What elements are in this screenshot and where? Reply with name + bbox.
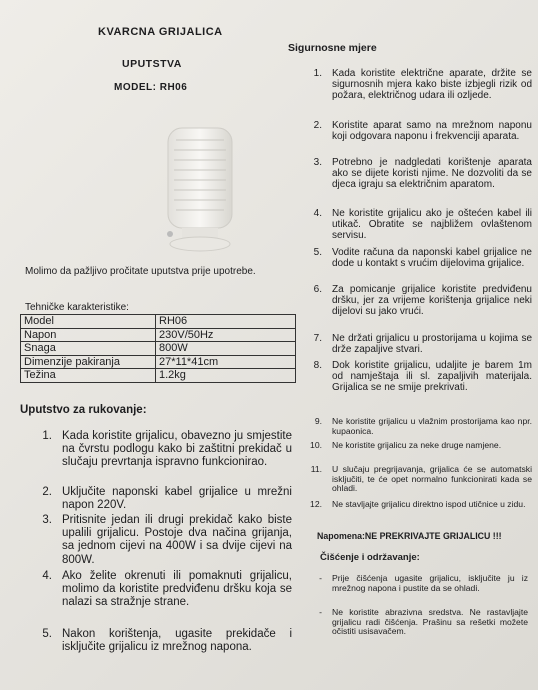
product-title: KVARCNA GRIJALICA — [98, 26, 223, 38]
safety-item — [308, 441, 532, 451]
usage-item-text: Ako želite okrenuti ili pomaknuti grijalicu, molimo da koristite predviđenu dršku koja se nalazi sa stražnje strane. — [62, 570, 292, 609]
usage-item — [40, 628, 292, 654]
specs-row — [21, 369, 296, 383]
safety-item-text: Koristite aparat samo na mrežnom naponu koji odgovara naponu i frekvenciji aparata. — [332, 120, 532, 142]
specs-row — [21, 315, 296, 329]
specs-key-cell: Dimenzije pakiranja — [21, 355, 156, 369]
safety-item — [308, 247, 532, 269]
usage-item — [40, 430, 292, 470]
safety-item-number: 3. — [313, 157, 322, 168]
safety-item-number: 9. — [314, 416, 322, 426]
specs-row — [21, 328, 296, 342]
safety-item — [308, 208, 532, 241]
safety-item-number: 2. — [313, 120, 322, 131]
safety-item — [308, 120, 532, 142]
usage-item-text: Kada koristite grijalicu, obavezno ju smjestite na čvrstu podlogu kako bi zaštitni prekidač u slučaju prevrtanja ispravno funkcionirao. — [62, 430, 292, 469]
safety-item-text: Vodite računa da naponski kabel grijalice ne dode u kontakt s vrućim dijelovima grijalice. — [332, 247, 532, 269]
intro-text: Molimo da pažljivo pročitate uputstva prije upotrebe. — [25, 266, 256, 277]
usage-item-number: 5. — [42, 628, 52, 640]
safety-item-number: 12. — [310, 499, 322, 509]
safety-item-text: Potrebno je nadgledati korištenje aparata ako se dijete koristi njime. Ne dozvoliti da se djeca igraju sa električnim aparatom. — [332, 157, 532, 190]
usage-item-number: 2. — [42, 486, 52, 498]
safety-item-text: Ne držati grijalicu u prostorijama u kojima se drže zapaljive stvari. — [332, 333, 532, 355]
safety-item — [308, 157, 532, 190]
safety-item — [308, 284, 532, 317]
cleaning-item — [314, 574, 528, 593]
usage-heading: Uputstvo za rukovanje: — [20, 404, 147, 416]
cleaning-item-text: Prije čišćenja ugasite grijalicu, isključite ju iz mrežnog napona i pustite da se ohladi. — [332, 573, 528, 593]
safety-item-text: Ne koristite grijalicu ako je oštećen kabel ili utikač. Obratite se najbližem ovlaštenom servisu. — [332, 208, 532, 241]
safety-item-text: Ne stavljajte grijalicu direktno ispod utičnice u zidu. — [332, 499, 526, 509]
specs-value-cell: 230V/50Hz — [156, 328, 296, 342]
safety-item-text: Dok koristite grijalicu, udaljite je barem 1m od namještaja ili sl. zapaljivih materijala. Grijalica se ne smije prekrivati. — [332, 360, 532, 393]
safety-item-number: 8. — [313, 360, 322, 371]
safety-item-number: 7. — [313, 333, 322, 344]
usage-item-text: Uključite naponski kabel grijalice u mrežni napon 220V. — [62, 486, 292, 512]
safety-item-text: Za pomicanje grijalice koristite predviđenu dršku, jer za vrijeme korištenja grijalice neki dijelovi su jako vrući. — [332, 284, 532, 317]
safety-item — [308, 68, 532, 101]
usage-item — [40, 570, 292, 610]
safety-item-text: Kada koristite električne aparate, držite se sigurnosnih mjera kako biste izbjegli rizik od požara, električnog udara ili ozljede. — [332, 68, 532, 101]
usage-item — [40, 486, 292, 512]
specs-value-cell: 800W — [156, 342, 296, 356]
safety-item — [308, 417, 532, 436]
specs-key-cell: Model — [21, 315, 156, 329]
usage-item — [40, 514, 292, 567]
cleaning-item — [314, 608, 528, 637]
safety-item-number: 5. — [313, 247, 322, 258]
safety-item — [308, 500, 532, 510]
usage-item-text: Nakon korištenja, ugasite prekidače i isključite grijalicu iz mrežnog napona. — [62, 628, 292, 654]
heater-image — [160, 110, 240, 260]
usage-item-number: 4. — [42, 570, 52, 582]
specs-value-cell: 27*11*41cm — [156, 355, 296, 369]
specs-key-cell: Težina — [21, 369, 156, 383]
model-label: MODEL: RH06 — [114, 82, 188, 93]
safety-item-number: 10. — [310, 440, 322, 450]
specs-key-cell: Napon — [21, 328, 156, 342]
safety-item — [308, 333, 532, 355]
subtitle: UPUTSTVA — [122, 58, 182, 70]
safety-item — [308, 360, 532, 393]
usage-item-number: 3. — [42, 514, 52, 526]
safety-item-number: 4. — [313, 208, 322, 219]
safety-item-text: Ne koristite grijalicu za neke druge namjene. — [332, 440, 502, 450]
note-text: Napomena:NE PREKRIVAJTE GRIJALICU !!! — [317, 531, 502, 541]
cleaning-item-number: - — [319, 573, 322, 583]
specs-value-cell: 1.2kg — [156, 369, 296, 383]
specs-key-cell: Snaga — [21, 342, 156, 356]
specs-table — [20, 314, 296, 383]
safety-item-number: 11. — [310, 464, 322, 474]
safety-item-number: 1. — [313, 68, 322, 79]
cleaning-item-text: Ne koristite abrazivna sredstva. Ne rastavljajte grijalicu radi čišćenja. Prašinu sa rešetki možete očistiti usisavačem. — [332, 607, 528, 636]
cleaning-item-number: - — [319, 607, 322, 617]
specs-heading: Tehničke karakteristike: — [25, 302, 129, 313]
usage-item-number: 1. — [42, 430, 52, 442]
safety-item-text: Ne koristite grijalicu u vlažnim prostorijama kao npr. kupaonica. — [332, 416, 532, 436]
safety-item — [308, 465, 532, 494]
safety-item-number: 6. — [313, 284, 322, 295]
specs-row — [21, 355, 296, 369]
specs-value-cell: RH06 — [156, 315, 296, 329]
usage-item-text: Pritisnite jedan ili drugi prekidač kako biste upalili grijalicu. Postoje dva načina grijanja, sa jednom cijevi na 400W i sa dvije cijevi na 800W. — [62, 514, 292, 566]
cleaning-heading: Čišćenje i održavanje: — [320, 552, 420, 563]
safety-item-text: U slučaju pregrijavanja, grijalica će se automatski isključiti, te će opet normalno funkcionirati kada se ohladi. — [332, 464, 532, 493]
specs-row — [21, 342, 296, 356]
safety-heading: Sigurnosne mjere — [288, 42, 377, 54]
